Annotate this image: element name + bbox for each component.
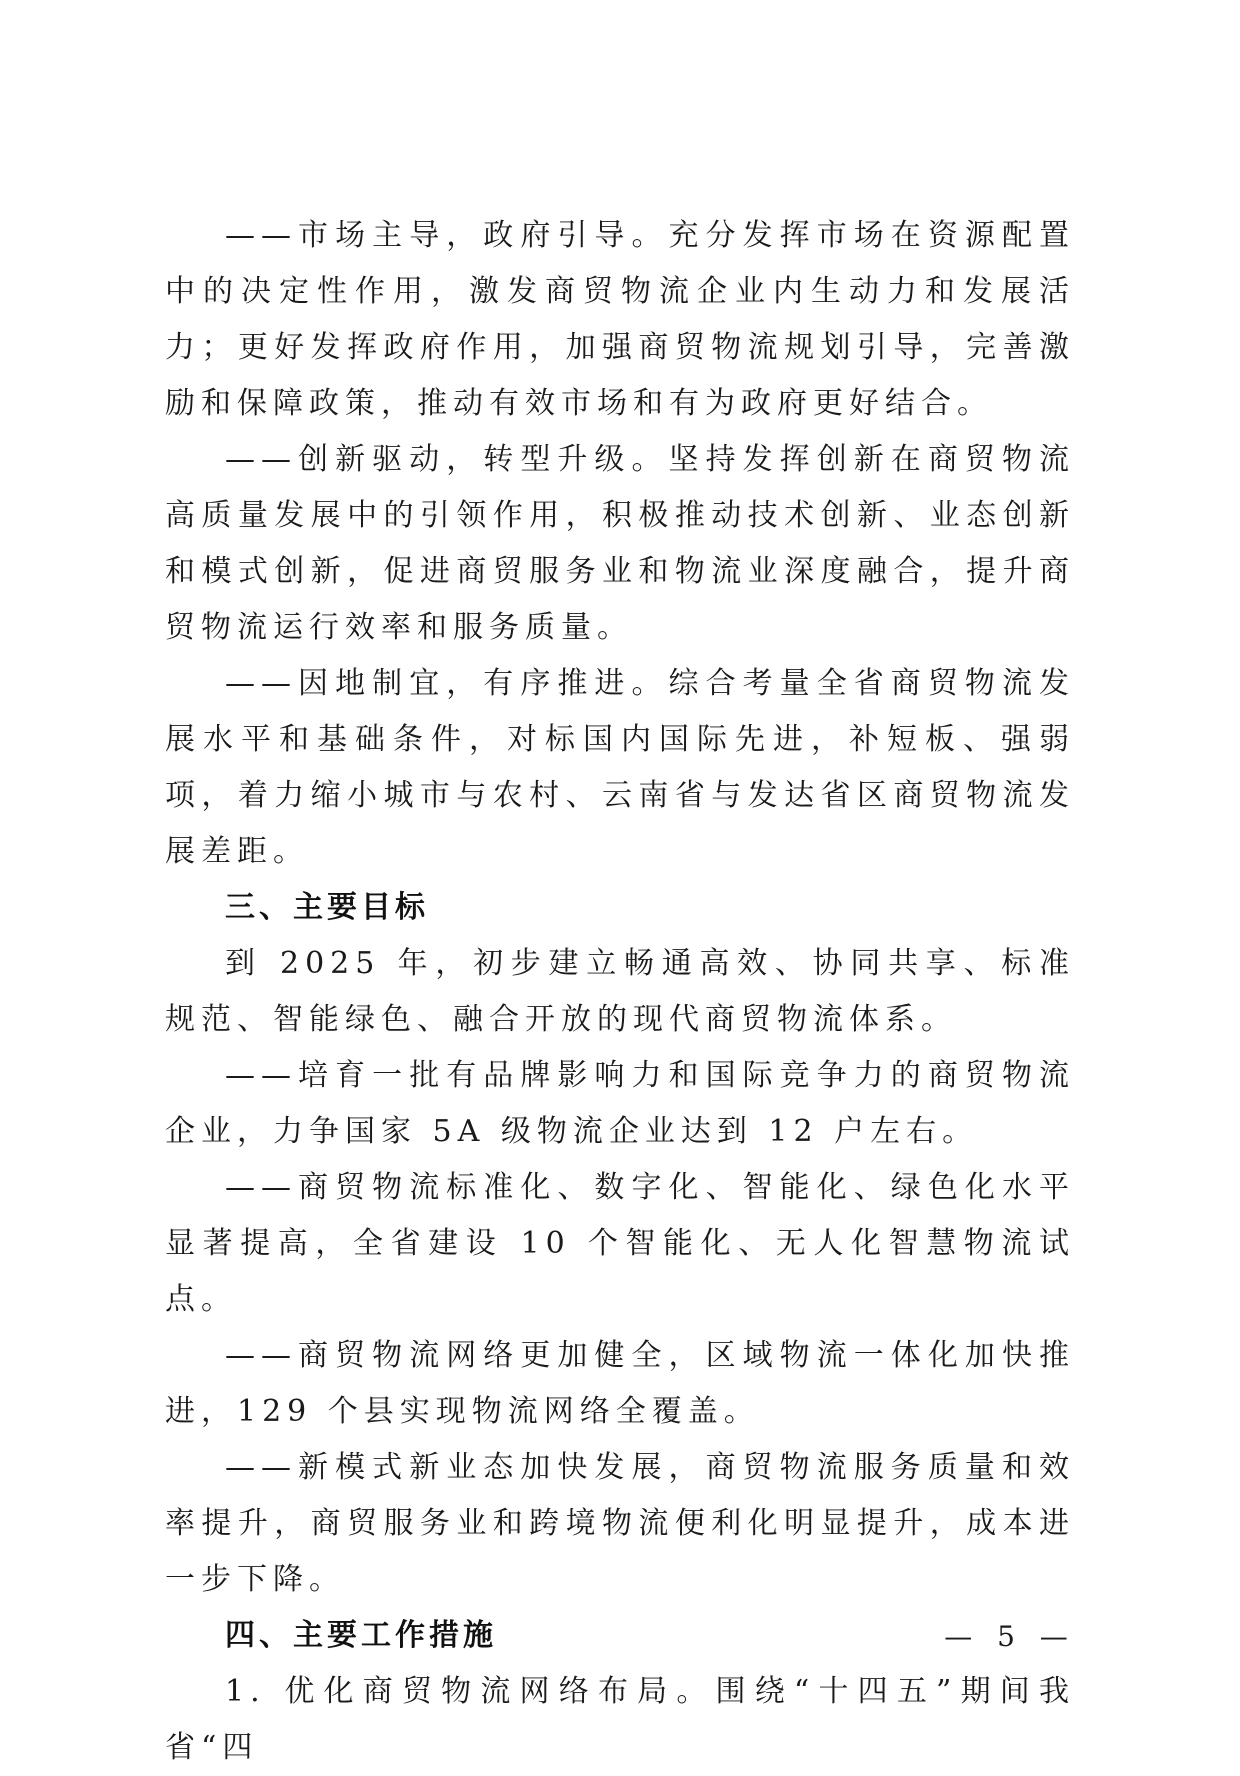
paragraph-local-conditions: ——因地制宜，有序推进。综合考量全省商贸物流发展水平和基础条件，对标国内国际先进，补短板、强弱项，着力缩小城市与农村、云南省与发达省区商贸物流发展差距。 <box>165 666 1075 869</box>
paragraph-goal-standardization: ——商贸物流标准化、数字化、智能化、绿色化水平显著提高，全省建设 10 个智能化、无人化智慧物流试点。 <box>165 1170 1075 1317</box>
paragraph-goal-network: ——商贸物流网络更加健全，区域物流一体化加快推进，129 个县实现物流网络全覆盖。 <box>165 1338 1075 1429</box>
document-body <box>165 208 1075 1776</box>
paragraph-innovation-driven: ——创新驱动，转型升级。坚持发挥创新在商贸物流高质量发展中的引领作用，积极推动技术创新、业态创新和模式创新，促进商贸服务业和物流业深度融合，提升商贸物流运行效率和服务质量。 <box>165 442 1075 645</box>
section-heading-main-goals: 三、主要目标 <box>225 890 429 925</box>
page-number: — 5 — <box>944 1620 1076 1653</box>
paragraph-goal-2025: 到 2025 年，初步建立畅通高效、协同共享、标准规范、智能绿色、融合开放的现代商贸物流体系。 <box>165 946 1075 1037</box>
paragraph-goal-new-models: ——新模式新业态加快发展，商贸物流服务质量和效率提升，商贸服务业和跨境物流便利化明显提升，成本进一步下降。 <box>165 1450 1075 1597</box>
paragraph-goal-enterprises: ——培育一批有品牌影响力和国际竞争力的商贸物流企业，力争国家 5A 级物流企业达到 12 户左右。 <box>165 1058 1075 1149</box>
paragraph-measure-1: 1. 优化商贸物流网络布局。围绕“十四五”期间我省“四 <box>165 1674 1075 1765</box>
section-heading-main-measures: 四、主要工作措施 <box>225 1618 497 1653</box>
paragraph-market-led: ——市场主导，政府引导。充分发挥市场在资源配置中的决定性作用，激发商贸物流企业内生动力和发展活力；更好发挥政府作用，加强商贸物流规划引导，完善激励和保障政策，推动有效市场和有为政府更好结合。 <box>165 218 1075 421</box>
